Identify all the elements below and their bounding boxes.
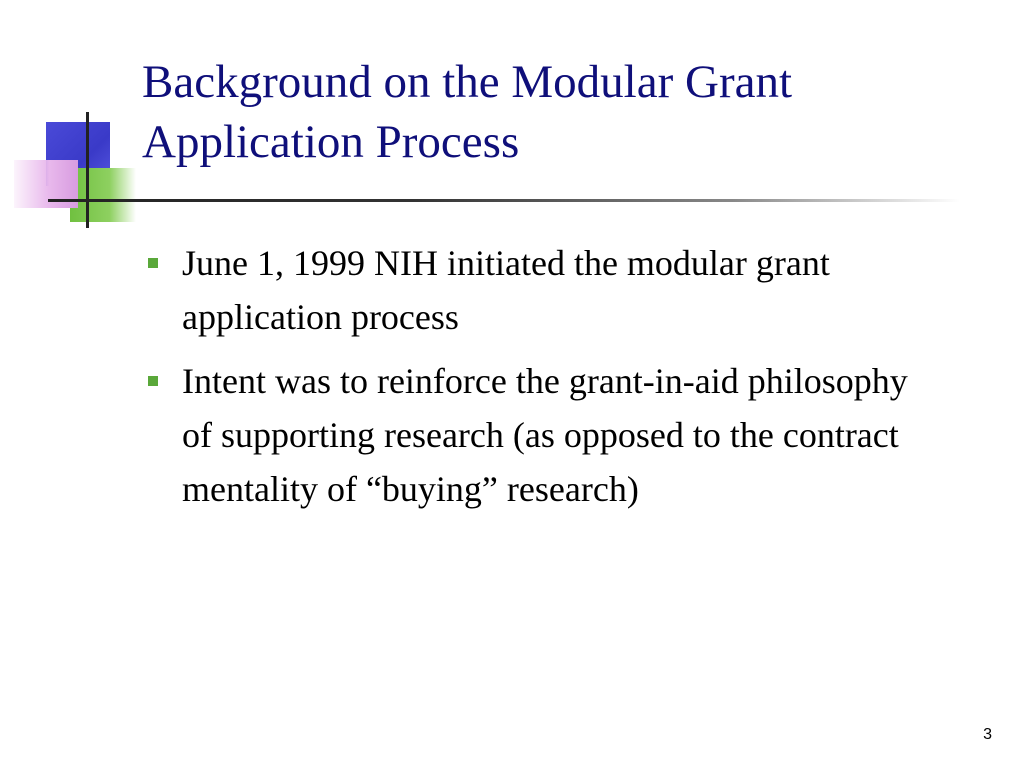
bullet-list	[142, 236, 942, 526]
logo-green-square	[70, 168, 136, 222]
page-number: 3	[983, 726, 992, 743]
square-bullet-icon	[148, 258, 158, 268]
bullet-text: Intent was to reinforce the grant-in-aid philosophy of supporting research (as opposed to the contract mentality of “buying” research)	[182, 361, 908, 509]
decorative-logo	[0, 0, 160, 240]
bullet-text: June 1, 1999 NIH initiated the modular grant application process	[182, 243, 830, 337]
logo-vertical-line	[86, 112, 89, 228]
square-bullet-icon	[148, 376, 158, 386]
bullet-item	[142, 354, 942, 516]
bullet-item	[142, 236, 942, 344]
title-divider-line	[48, 199, 960, 202]
slide-title: Background on the Modular Grant Application Process	[142, 56, 793, 168]
